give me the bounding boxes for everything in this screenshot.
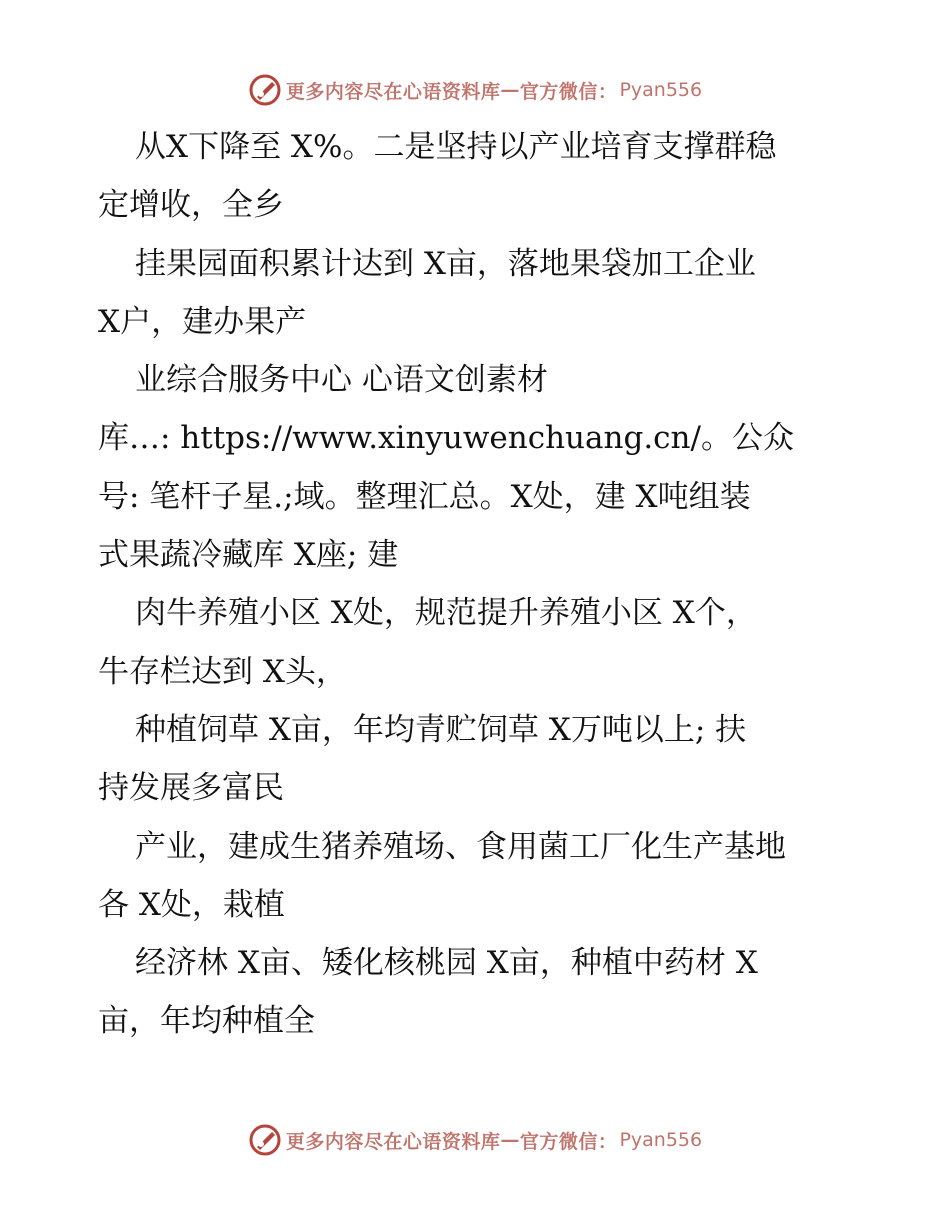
body-line: 业综合服务中心 心语文创素材 [135,362,548,399]
footer-wechat-label: 官方微信： [519,1130,618,1153]
header-separator: — [500,79,520,101]
body-line: 持发展多富民 [98,770,284,807]
body-line: 产业，建成生猪养殖场、食用菌工厂化生产基地 [135,828,786,865]
footer-brand-text: 更多内容尽在心语资料库 [285,1130,501,1153]
body-line: 肉牛养殖小区 X处，规范提升养殖小区 X个， [135,595,757,632]
brand-logo-icon [248,73,282,107]
body-line: 经济林 X亩、矮化核桃园 X亩，种植中药材 X [135,945,758,982]
body-line: 库…: https://www.xinyuwenchuang.cn/。公众 [98,420,794,457]
body-line: 种植饲草 X亩，年均青贮饲草 X万吨以上; 扶 [135,711,747,748]
body-line: 牛存栏达到 X头， [98,653,347,690]
footer-wechat-id: Pyan556 [619,1129,703,1151]
brand-logo-icon [248,1123,282,1157]
body-line: 号: 笔杆子星.;域。整理汇总。X处，建 X吨组装 [98,478,751,515]
footer-banner [0,1120,950,1160]
footer-separator: — [500,1129,520,1151]
body-line: 各 X处，栽植 [98,886,285,923]
body-line: 挂果园面积累计达到 X亩，落地果袋加工企业 [135,245,756,282]
header-wechat-id: Pyan556 [619,79,703,101]
body-line: 式果蔬冷藏库 X座; 建 [98,537,399,574]
body-line: 亩，年均种植全 [98,1003,315,1040]
body-line: X户，建办果产 [98,303,307,340]
header-banner [0,70,950,110]
document-body [98,118,858,1051]
body-line: 从X下降至 X%。二是坚持以产业培育支撑群稳 [135,129,777,165]
body-line: 定增收，全乡 [98,187,284,224]
header-brand-text: 更多内容尽在心语资料库 [285,80,501,103]
header-wechat-label: 官方微信： [519,80,618,103]
